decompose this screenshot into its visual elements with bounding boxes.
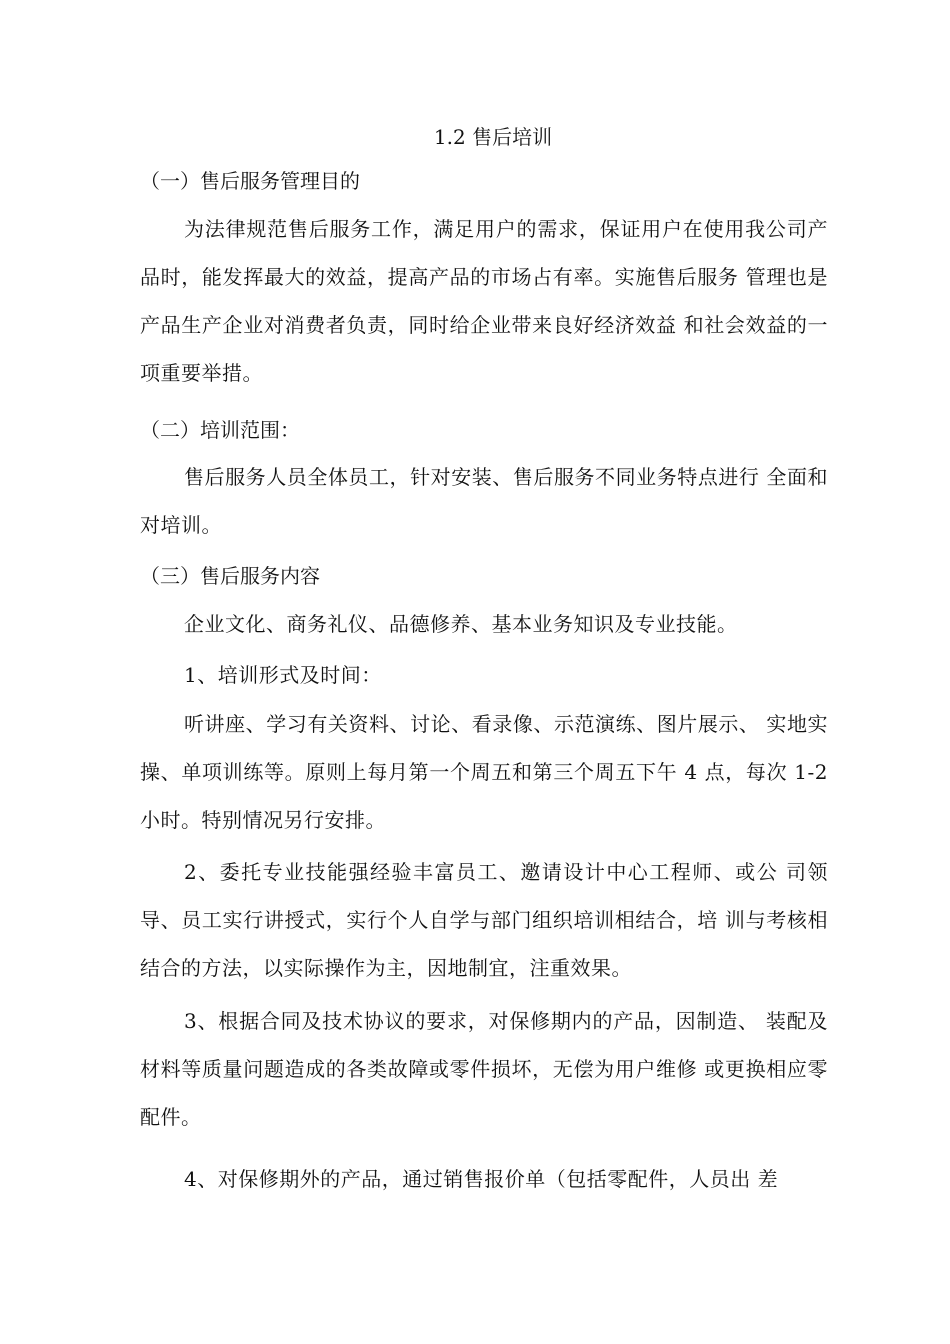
section-title: 1.2 售后培训 bbox=[433, 125, 553, 149]
paragraph-format: 听讲座、学习有关资料、讨论、看录像、示范演练、图片展示、 实地实操、单项训练等。原则上每月第一个周五和第三个周五下午 4 点，每次 1-2 小时。特别情况另行安排。 bbox=[140, 712, 828, 832]
section-heading-scope: （二）培训范围： bbox=[140, 418, 300, 442]
item-heading-format: 1、培训形式及时间： bbox=[184, 663, 382, 687]
paragraph-item-4: 4、对保修期外的产品，通过销售报价单（包括零配件，人员出 差 bbox=[184, 1167, 779, 1191]
section-heading-content: （三）售后服务内容 bbox=[140, 564, 320, 588]
paragraph-scope: 售后服务人员全体员工，针对安装、售后服务不同业务特点进行 全面和对培训。 bbox=[140, 465, 828, 537]
paragraph-purpose: 为法律规范售后服务工作，满足用户的需求，保证用户在使用我公司产品时，能发挥最大的效益，提高产品的市场占有率。实施售后服务 管理也是产品生产企业对消费者负责，同时给企业带来良好经济效益 和社会效益的一项重要举措。 bbox=[140, 217, 828, 385]
paragraph-item-3: 3、根据合同及技术协议的要求，对保修期内的产品，因制造、 装配及材料等质量问题造成的各类故障或零件损坏，无偿为用户维修 或更换相应零配件。 bbox=[140, 1009, 828, 1129]
paragraph-content: 企业文化、商务礼仪、品德修养、基本业务知识及专业技能。 bbox=[184, 612, 738, 636]
section-heading-purpose: （一）售后服务管理目的 bbox=[140, 169, 360, 193]
paragraph-item-2: 2、委托专业技能强经验丰富员工、邀请设计中心工程师、或公 司领导、员工实行讲授式，实行个人自学与部门组织培训相结合，培 训与考核相结合的方法，以实际操作为主，因地制宜，注重效果。 bbox=[140, 860, 828, 980]
